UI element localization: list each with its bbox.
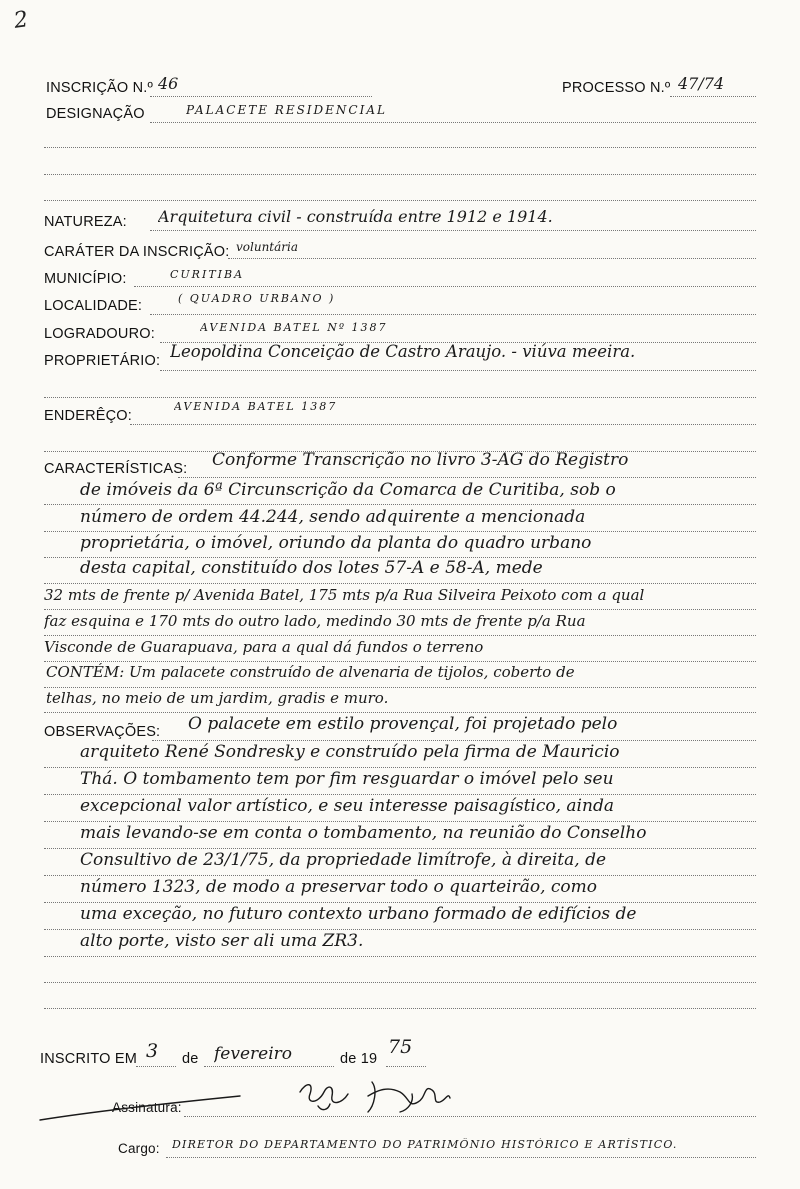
- observacoes-line: arquiteto René Sondresky e construído pela firma de Mauricio: [80, 742, 620, 762]
- municipio-value: CURITIBA: [170, 268, 245, 281]
- inscricao-value: 46: [158, 74, 179, 93]
- caracteristicas-line: número de ordem 44.244, sendo adquirente a mencionada: [80, 507, 586, 527]
- carater-label: CARÁTER DA INSCRIÇÃO:: [44, 244, 230, 260]
- localidade-label: LOCALIDADE:: [44, 298, 143, 314]
- de-label-1: de: [182, 1051, 199, 1067]
- inscricao-label: INSCRIÇÃO N.º: [46, 80, 153, 96]
- inscrito-year: 75: [388, 1036, 413, 1058]
- processo-label: PROCESSO N.º: [562, 80, 671, 96]
- caracteristicas-line: Visconde de Guarapuava, para a qual dá fundos o terreno: [44, 638, 484, 656]
- caracteristicas-line: proprietária, o imóvel, oriundo da planta do quadro urbano: [80, 533, 592, 553]
- caracteristicas-line: Conforme Transcrição no livro 3-AG do Registro: [212, 450, 629, 470]
- caracteristicas-line: CONTÉM: Um palacete construído de alvenaria de tijolos, coberto de: [46, 663, 575, 681]
- proprietario-value: Leopoldina Conceição de Castro Araujo. - viúva meeira.: [170, 342, 636, 361]
- logradouro-value: AVENIDA BATEL Nº 1387: [200, 321, 388, 334]
- caracteristicas-line: faz esquina e 170 mts do outro lado, medindo 30 mts de frente p/a Rua: [44, 612, 586, 630]
- designacao-label: DESIGNAÇÃO: [46, 106, 145, 122]
- natureza-value: Arquitetura civil - construída entre 1912 e 1914.: [158, 207, 553, 226]
- assinatura-label: Assinatura:: [112, 1100, 182, 1115]
- endereco-value: AVENIDA BATEL 1387: [174, 400, 338, 413]
- inscrito-month: fevereiro: [214, 1044, 293, 1064]
- observacoes-line: uma exceção, no futuro contexto urbano formado de edifícios de: [80, 904, 637, 924]
- cargo-label: Cargo:: [118, 1141, 160, 1156]
- localidade-value: ( QUADRO URBANO ): [178, 292, 336, 305]
- municipio-label: MUNICÍPIO:: [44, 271, 127, 287]
- caracteristicas-line: 32 mts de frente p/ Avenida Batel, 175 mts p/a Rua Silveira Peixoto com a qual: [44, 586, 645, 604]
- observacoes-line: excepcional valor artístico, e seu interesse paisagístico, ainda: [80, 796, 614, 816]
- observacoes-line: O palacete em estilo provençal, foi projetado pelo: [188, 714, 618, 734]
- cargo-line: [166, 1157, 756, 1158]
- de-label-2: de 19: [340, 1051, 378, 1067]
- observacoes-line: alto porte, visto ser ali uma ZR3.: [80, 931, 364, 951]
- observacoes-line: Consultivo de 23/1/75, da propriedade limítrofe, à direita, de: [80, 850, 607, 870]
- caracteristicas-line: de imóveis da 6ª Circunscrição da Comarca de Curitiba, sob o: [80, 480, 616, 500]
- observacoes-line: mais levando-se em conta o tombamento, na reunião do Conselho: [80, 823, 647, 843]
- processo-value: 47/74: [678, 74, 725, 93]
- cargo-value: DIRETOR DO DEPARTAMENTO DO PATRIMÔNIO HISTÓRICO E ARTÍSTICO.: [172, 1138, 678, 1151]
- corner-mark: 2: [12, 7, 30, 34]
- caracteristicas-line: desta capital, constituído dos lotes 57-A e 58-A, mede: [80, 558, 543, 578]
- caracteristicas-line: telhas, no meio de um jardim, gradis e muro.: [46, 689, 389, 707]
- observacoes-line: número 1323, de modo a preservar todo o quarteirão, como: [80, 877, 597, 897]
- observacoes-label: OBSERVAÇÕES:: [44, 724, 161, 740]
- carater-value: voluntária: [236, 240, 299, 254]
- inscrito-label: INSCRITO EM: [40, 1051, 137, 1067]
- inscrito-day: 3: [146, 1040, 159, 1062]
- logradouro-label: LOGRADOURO:: [44, 326, 155, 342]
- natureza-label: NATUREZA:: [44, 214, 127, 230]
- proprietario-label: PROPRIETÁRIO:: [44, 353, 161, 369]
- endereco-label: ENDERÊÇO:: [44, 408, 133, 424]
- observacoes-line: Thá. O tombamento tem por fim resguardar o imóvel pelo seu: [80, 769, 614, 789]
- designacao-value: PALACETE RESIDENCIAL: [186, 103, 387, 117]
- caracteristicas-label: CARACTERÍSTICAS:: [44, 461, 188, 477]
